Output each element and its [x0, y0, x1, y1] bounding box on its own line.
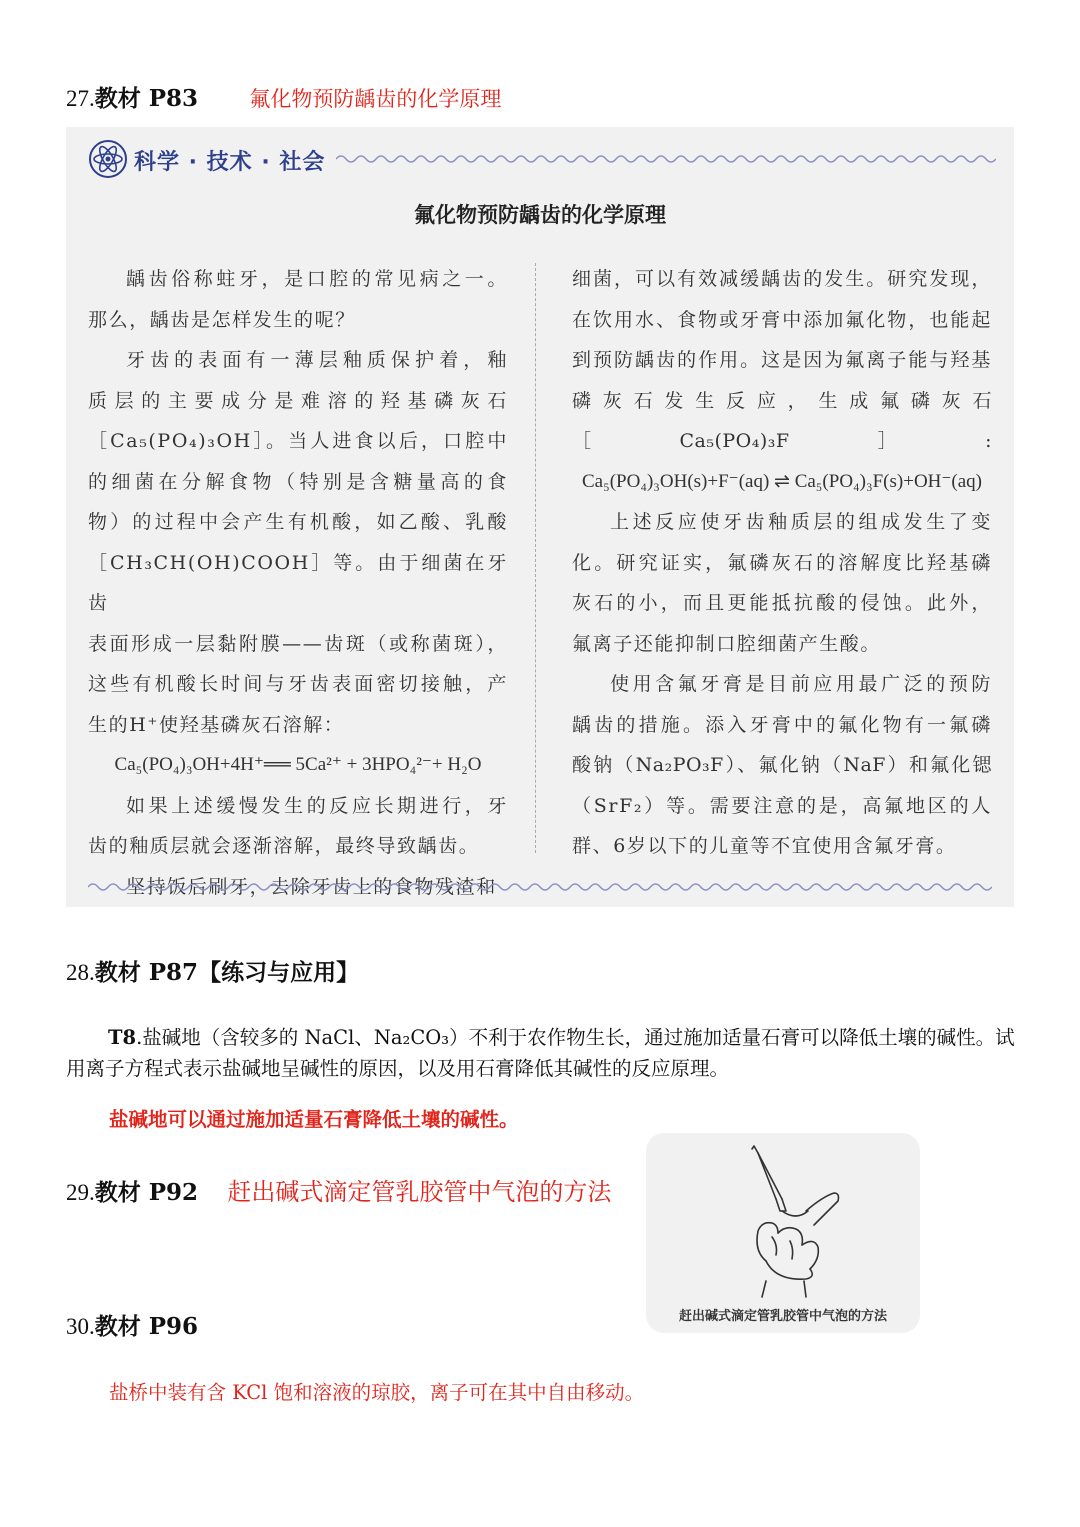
box-banner: [88, 139, 998, 179]
section-source: 教材 P83: [94, 85, 199, 112]
text-line: 坚持饭后刷牙，去除牙齿上的食物残渣和: [126, 875, 497, 898]
text-line: 群、6岁以下的儿童等不宜使用含氟牙膏。: [572, 835, 957, 857]
equation: Ca₅(PO₄)₃OH(s)+F⁻(aq) ⇌ Ca₅(PO₄)₃F(s)+OH⁻(aq): [581, 470, 983, 492]
section-27-heading: [66, 80, 501, 113]
text-line: 酸钠（Na₂PO₃F）、氟化钠（NaF）和氟化锶: [572, 754, 992, 776]
wave-divider: [88, 881, 992, 893]
hand-burette-illustration: [706, 1141, 866, 1301]
text-line: 灰石的小，而且更能抵抗酸的侵蚀。此外，: [572, 592, 992, 614]
section-28-heading: [66, 954, 359, 987]
section-source: 教材 P92: [94, 1179, 199, 1206]
text-line: 龋齿俗称蛀牙，是口腔的常见病之一。: [126, 268, 508, 290]
figure-caption: 赶出碱式滴定管乳胶管中气泡的方法: [678, 1309, 887, 1324]
section-30-heading: [66, 1308, 198, 1341]
text-line: 化。研究证实，氟磷灰石的溶解度比羟基磷: [572, 551, 992, 574]
text-line: 齿的釉质层就会逐渐溶解，最终导致龋齿。: [88, 835, 480, 857]
wave-divider: [336, 153, 996, 165]
text-line: 生的H⁺使羟基磷灰石溶解：: [88, 713, 345, 736]
text-line: 磷灰石发生反应，生成氟磷灰石［Ca₅(PO₄)₃F］:: [572, 389, 992, 452]
section-29-heading: [66, 1172, 611, 1207]
section-number: 28.: [66, 960, 95, 985]
text-line: 的细菌在分解食物（特别是含糖量高的食: [88, 470, 508, 493]
section-topic: 赶出碱式滴定管乳胶管中气泡的方法: [227, 1178, 612, 1206]
burette-figure: [646, 1133, 920, 1333]
section-number: 27.: [66, 86, 95, 111]
text-line: 细菌，可以有效减缓龋齿的发生。研究发现，: [572, 268, 992, 290]
box-title: 氟化物预防龋齿的化学原理: [414, 203, 666, 227]
text-line: 在饮用水、食物或牙膏中添加氟化物，也能起: [572, 308, 992, 331]
column-divider: [535, 263, 536, 853]
section-source: 教材 P87: [94, 959, 199, 986]
section-topic: 氟化物预防龋齿的化学原理: [249, 87, 502, 111]
right-column: [572, 259, 992, 867]
answer-28: 盐碱地可以通过施加适量石膏降低土壤的碱性。: [109, 1108, 519, 1131]
question-text: .盐碱地（含较多的 NaCl、Na₂CO₃）不利于农作物生长，通过施加适量石膏可以降低土壤的碱性。试用离子方程式表示盐碱地呈碱性的原因，以及用石膏降低其碱性的反应原理。: [66, 1026, 1015, 1080]
text-line: 如果上述缓慢发生的反应长期进行，牙: [126, 794, 508, 817]
textbook-excerpt-box: [66, 127, 1014, 907]
text-line: 质层的主要成分是难溶的羟基磷灰石: [88, 389, 508, 412]
section-number: 30.: [66, 1314, 95, 1339]
text-line: ［Ca₅(PO₄)₃OH］。当人进食以后，口腔中: [88, 430, 508, 452]
text-line: 氟离子还能抑制口腔细菌产生酸。: [572, 632, 882, 655]
question-t8: [66, 1022, 1016, 1084]
atom-icon: [88, 139, 128, 179]
text-line: ［CH₃CH(OH)COOH］等。由于细菌在牙齿: [88, 551, 508, 614]
text-line: 那么，龋齿是怎样发生的呢？: [88, 308, 356, 331]
text-line: 表面形成一层黏附膜——齿斑（或称菌斑），: [88, 632, 508, 655]
text-line: 上述反应使牙齿釉质层的组成发生了变: [610, 511, 992, 533]
text-line: 使用含氟牙膏是目前应用最广泛的预防: [610, 673, 992, 695]
text-line: 龋齿的措施。添入牙膏中的氟化物有一氟磷: [572, 713, 992, 736]
equation: Ca₅(PO₄)₃OH+4H⁺══ 5Ca²⁺ + 3HPO₄²⁻+ H₂O: [114, 754, 482, 775]
left-column: [88, 259, 508, 907]
section-source: 教材 P96: [94, 1313, 199, 1340]
question-label: T8: [108, 1026, 137, 1049]
answer-30: 盐桥中装有含 KCl 饱和溶液的琼胶，离子可在其中自由移动。: [109, 1381, 645, 1404]
text-line: 到预防龋齿的作用。这是因为氟离子能与羟基: [572, 349, 992, 371]
text-line: 物）的过程中会产生有机酸，如乙酸、乳酸: [88, 511, 508, 533]
banner-label: 科学 · 技术 · 社会: [134, 150, 326, 175]
section-topic: 【练习与应用】: [198, 959, 360, 986]
section-number: 29.: [66, 1180, 95, 1205]
text-line: 这些有机酸长时间与牙齿表面密切接触，产: [88, 673, 508, 695]
text-line: （SrF₂）等。需要注意的是，高氟地区的人: [572, 794, 992, 817]
text-line: 牙齿的表面有一薄层釉质保护着，釉: [126, 349, 508, 371]
